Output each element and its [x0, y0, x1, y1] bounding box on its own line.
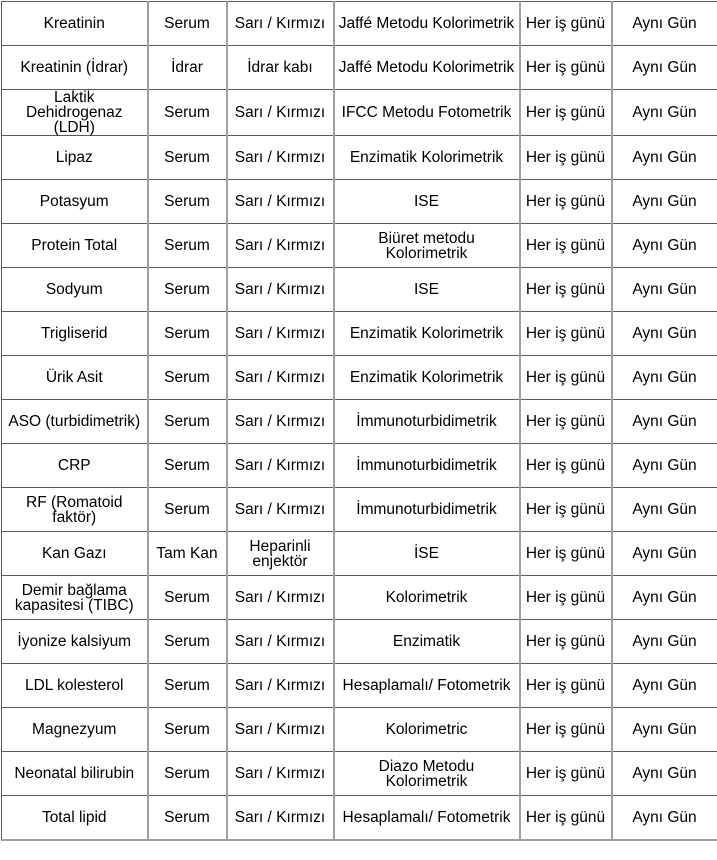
- test-name-cell: RF (Romatoid faktör): [2, 488, 148, 532]
- table-row: [2, 576, 717, 620]
- tube-type-cell: Sarı / Kırmızı: [227, 90, 334, 136]
- working-days-cell: Her iş günü: [520, 312, 612, 356]
- test-name-cell: Kreatinin: [2, 2, 148, 46]
- sample-type-cell: Serum: [148, 90, 227, 136]
- test-name-cell: Neonatal bilirubin: [2, 752, 148, 796]
- tube-type-cell: Sarı / Kırmızı: [227, 796, 334, 841]
- tube-type-cell: Sarı / Kırmızı: [227, 664, 334, 708]
- table-row: [2, 532, 717, 576]
- tube-type-cell: Sarı / Kırmızı: [227, 224, 334, 268]
- table-row: [2, 708, 717, 752]
- working-days-cell: Her iş günü: [520, 708, 612, 752]
- working-days-cell: Her iş günü: [520, 664, 612, 708]
- table-row: [2, 356, 717, 400]
- method-cell: Enzimatik Kolorimetrik: [334, 312, 520, 356]
- sample-type-cell: Serum: [148, 708, 227, 752]
- test-name-cell: Trigliserid: [2, 312, 148, 356]
- table-row: [2, 664, 717, 708]
- test-name-cell: Total lipid: [2, 796, 148, 841]
- sample-type-cell: Serum: [148, 224, 227, 268]
- sample-type-cell: Serum: [148, 796, 227, 841]
- tube-type-cell: Sarı / Kırmızı: [227, 2, 334, 46]
- table-body: [2, 2, 717, 841]
- tube-type-cell: Sarı / Kırmızı: [227, 136, 334, 180]
- method-cell: IFCC Metodu Fotometrik: [334, 90, 520, 136]
- sample-type-cell: Serum: [148, 620, 227, 664]
- result-time-cell: Aynı Gün: [612, 752, 717, 796]
- test-name-cell: Laktik Dehidrogenaz (LDH): [2, 90, 148, 136]
- tube-type-cell: Sarı / Kırmızı: [227, 620, 334, 664]
- method-cell: Kolorimetrik: [334, 576, 520, 620]
- sample-type-cell: Serum: [148, 400, 227, 444]
- sample-type-cell: Serum: [148, 2, 227, 46]
- table-row: [2, 224, 717, 268]
- table-row: [2, 488, 717, 532]
- method-cell: Enzimatik Kolorimetrik: [334, 136, 520, 180]
- working-days-cell: Her iş günü: [520, 796, 612, 841]
- sample-type-cell: Serum: [148, 664, 227, 708]
- tube-type-cell: İdrar kabı: [227, 46, 334, 90]
- sample-type-cell: İdrar: [148, 46, 227, 90]
- result-time-cell: Aynı Gün: [612, 268, 717, 312]
- method-cell: Enzimatik Kolorimetrik: [334, 356, 520, 400]
- working-days-cell: Her iş günü: [520, 180, 612, 224]
- method-cell: İmmunoturbidimetrik: [334, 488, 520, 532]
- working-days-cell: Her iş günü: [520, 620, 612, 664]
- method-cell: İmmunoturbidimetrik: [334, 444, 520, 488]
- working-days-cell: Her iş günü: [520, 356, 612, 400]
- table-row: [2, 796, 717, 841]
- result-time-cell: Aynı Gün: [612, 664, 717, 708]
- method-cell: Hesaplamalı/ Fotometrik: [334, 664, 520, 708]
- tube-type-cell: Sarı / Kırmızı: [227, 752, 334, 796]
- test-name-cell: Sodyum: [2, 268, 148, 312]
- sample-type-cell: Serum: [148, 136, 227, 180]
- table-row: [2, 312, 717, 356]
- working-days-cell: Her iş günü: [520, 444, 612, 488]
- test-name-cell: Magnezyum: [2, 708, 148, 752]
- working-days-cell: Her iş günü: [520, 488, 612, 532]
- result-time-cell: Aynı Gün: [612, 620, 717, 664]
- method-cell: Hesaplamalı/ Fotometrik: [334, 796, 520, 841]
- result-time-cell: Aynı Gün: [612, 400, 717, 444]
- table-row: [2, 620, 717, 664]
- method-cell: Jaffé Metodu Kolorimetrik: [334, 46, 520, 90]
- test-name-cell: Kan Gazı: [2, 532, 148, 576]
- method-cell: ISE: [334, 180, 520, 224]
- test-name-cell: Ürik Asit: [2, 356, 148, 400]
- test-name-cell: Protein Total: [2, 224, 148, 268]
- tube-type-cell: Sarı / Kırmızı: [227, 356, 334, 400]
- tube-type-cell: Sarı / Kırmızı: [227, 488, 334, 532]
- result-time-cell: Aynı Gün: [612, 796, 717, 841]
- test-name-cell: Lipaz: [2, 136, 148, 180]
- sample-type-cell: Serum: [148, 752, 227, 796]
- test-name-cell: Potasyum: [2, 180, 148, 224]
- result-time-cell: Aynı Gün: [612, 708, 717, 752]
- table-row: [2, 2, 717, 46]
- table-row: [2, 180, 717, 224]
- working-days-cell: Her iş günü: [520, 2, 612, 46]
- sample-type-cell: Serum: [148, 576, 227, 620]
- result-time-cell: Aynı Gün: [612, 90, 717, 136]
- tube-type-cell: Sarı / Kırmızı: [227, 400, 334, 444]
- tube-type-cell: Sarı / Kırmızı: [227, 708, 334, 752]
- sample-type-cell: Serum: [148, 356, 227, 400]
- sample-type-cell: Serum: [148, 488, 227, 532]
- table-row: [2, 400, 717, 444]
- working-days-cell: Her iş günü: [520, 224, 612, 268]
- sample-type-cell: Serum: [148, 268, 227, 312]
- test-name-cell: CRP: [2, 444, 148, 488]
- result-time-cell: Aynı Gün: [612, 180, 717, 224]
- method-cell: İSE: [334, 532, 520, 576]
- lab-tests-table: [1, 1, 717, 841]
- result-time-cell: Aynı Gün: [612, 488, 717, 532]
- test-name-cell: İyonize kalsiyum: [2, 620, 148, 664]
- method-cell: ISE: [334, 268, 520, 312]
- method-cell: Kolorimetric: [334, 708, 520, 752]
- tube-type-cell: Sarı / Kırmızı: [227, 180, 334, 224]
- working-days-cell: Her iş günü: [520, 752, 612, 796]
- method-cell: Jaffé Metodu Kolorimetrik: [334, 2, 520, 46]
- sample-type-cell: Tam Kan: [148, 532, 227, 576]
- result-time-cell: Aynı Gün: [612, 444, 717, 488]
- result-time-cell: Aynı Gün: [612, 532, 717, 576]
- working-days-cell: Her iş günü: [520, 400, 612, 444]
- sample-type-cell: Serum: [148, 312, 227, 356]
- table-row: [2, 268, 717, 312]
- result-time-cell: Aynı Gün: [612, 576, 717, 620]
- result-time-cell: Aynı Gün: [612, 2, 717, 46]
- working-days-cell: Her iş günü: [520, 576, 612, 620]
- sample-type-cell: Serum: [148, 444, 227, 488]
- table-row: [2, 752, 717, 796]
- tube-type-cell: Sarı / Kırmızı: [227, 312, 334, 356]
- test-name-cell: Demir bağlama kapasitesi (TIBC): [2, 576, 148, 620]
- table-row: [2, 444, 717, 488]
- method-cell: Diazo Metodu Kolorimetrik: [334, 752, 520, 796]
- result-time-cell: Aynı Gün: [612, 356, 717, 400]
- test-name-cell: ASO (turbidimetrik): [2, 400, 148, 444]
- method-cell: İmmunoturbidimetrik: [334, 400, 520, 444]
- working-days-cell: Her iş günü: [520, 90, 612, 136]
- table-row: [2, 136, 717, 180]
- result-time-cell: Aynı Gün: [612, 136, 717, 180]
- method-cell: Biüret metodu Kolorimetrik: [334, 224, 520, 268]
- method-cell: Enzimatik: [334, 620, 520, 664]
- tube-type-cell: Heparinli enjektör: [227, 532, 334, 576]
- result-time-cell: Aynı Gün: [612, 312, 717, 356]
- table-row: [2, 90, 717, 136]
- tube-type-cell: Sarı / Kırmızı: [227, 444, 334, 488]
- result-time-cell: Aynı Gün: [612, 224, 717, 268]
- test-name-cell: Kreatinin (İdrar): [2, 46, 148, 90]
- sample-type-cell: Serum: [148, 180, 227, 224]
- working-days-cell: Her iş günü: [520, 46, 612, 90]
- table-row: [2, 46, 717, 90]
- working-days-cell: Her iş günü: [520, 136, 612, 180]
- working-days-cell: Her iş günü: [520, 268, 612, 312]
- tube-type-cell: Sarı / Kırmızı: [227, 576, 334, 620]
- tube-type-cell: Sarı / Kırmızı: [227, 268, 334, 312]
- result-time-cell: Aynı Gün: [612, 46, 717, 90]
- test-name-cell: LDL kolesterol: [2, 664, 148, 708]
- working-days-cell: Her iş günü: [520, 532, 612, 576]
